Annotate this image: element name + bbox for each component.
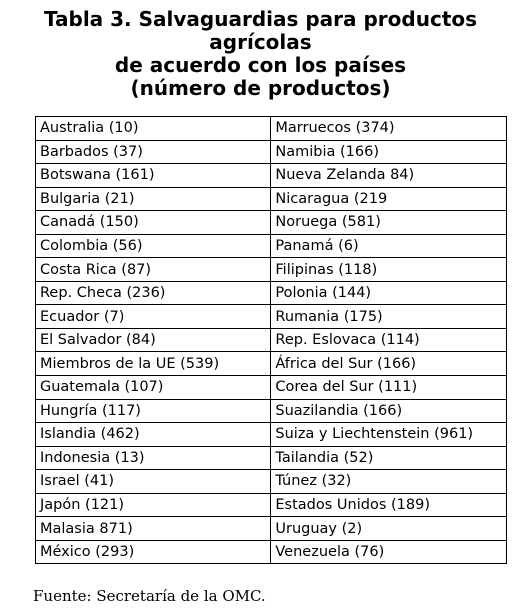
country-cell-right: Noruega (581)	[271, 211, 507, 235]
country-cell-left: Australia (10)	[36, 117, 271, 141]
country-cell-right: Uruguay (2)	[271, 517, 507, 541]
table-row	[36, 281, 507, 305]
table-row	[36, 211, 507, 235]
table-row	[36, 258, 507, 282]
country-cell-left: Miembros de la UE (539)	[36, 352, 271, 376]
country-cell-right: Venezuela (76)	[271, 540, 507, 564]
country-cell-right: Estados Unidos (189)	[271, 493, 507, 517]
table-row	[36, 305, 507, 329]
country-cell-right: Nueva Zelanda 84)	[271, 164, 507, 188]
country-cell-right: Polonia (144)	[271, 281, 507, 305]
country-cell-left: Malasia 871)	[36, 517, 271, 541]
table-row	[36, 517, 507, 541]
country-cell-left: Indonesia (13)	[36, 446, 271, 470]
country-cell-left: Hungría (117)	[36, 399, 271, 423]
title-line-1: Tabla 3. Salvaguardias para productos agrícolas	[43, 7, 478, 54]
title-line-2: de acuerdo con los países	[114, 53, 407, 77]
country-cell-left: Ecuador (7)	[36, 305, 271, 329]
table-title	[0, 8, 521, 100]
country-cell-right: Corea del Sur (111)	[271, 376, 507, 400]
safeguards-table	[35, 116, 507, 564]
country-cell-right: Túnez (32)	[271, 470, 507, 494]
country-cell-left: Canadá (150)	[36, 211, 271, 235]
table-row	[36, 493, 507, 517]
country-cell-right: África del Sur (166)	[271, 352, 507, 376]
table-row	[36, 187, 507, 211]
country-cell-left: México (293)	[36, 540, 271, 564]
table-row	[36, 376, 507, 400]
source-note: Fuente: Secretaría de la OMC.	[33, 587, 266, 605]
country-cell-left: Israel (41)	[36, 470, 271, 494]
title-line-3: (número de productos)	[130, 76, 391, 100]
country-cell-right: Rumania (175)	[271, 305, 507, 329]
country-cell-left: Islandia (462)	[36, 423, 271, 447]
country-cell-left: Botswana (161)	[36, 164, 271, 188]
country-cell-left: Costa Rica (87)	[36, 258, 271, 282]
country-cell-left: El Salvador (84)	[36, 328, 271, 352]
country-cell-left: Bulgaria (21)	[36, 187, 271, 211]
country-cell-right: Marruecos (374)	[271, 117, 507, 141]
country-cell-right: Nicaragua (219	[271, 187, 507, 211]
table-row	[36, 540, 507, 564]
table-row	[36, 352, 507, 376]
country-cell-right: Panamá (6)	[271, 234, 507, 258]
country-cell-left: Colombia (56)	[36, 234, 271, 258]
table-row	[36, 140, 507, 164]
table-row	[36, 234, 507, 258]
country-cell-left: Japón (121)	[36, 493, 271, 517]
table-row	[36, 423, 507, 447]
country-cell-right: Tailandia (52)	[271, 446, 507, 470]
table-row	[36, 117, 507, 141]
country-cell-right: Namibia (166)	[271, 140, 507, 164]
table-row	[36, 164, 507, 188]
table-row	[36, 399, 507, 423]
country-cell-left: Guatemala (107)	[36, 376, 271, 400]
table-row	[36, 446, 507, 470]
country-cell-right: Filipinas (118)	[271, 258, 507, 282]
table-row	[36, 328, 507, 352]
country-cell-left: Rep. Checa (236)	[36, 281, 271, 305]
country-cell-right: Rep. Eslovaca (114)	[271, 328, 507, 352]
country-cell-left: Barbados (37)	[36, 140, 271, 164]
country-cell-right: Suiza y Liechtenstein (961)	[271, 423, 507, 447]
country-cell-right: Suazilandia (166)	[271, 399, 507, 423]
table-body	[36, 117, 507, 564]
table-row	[36, 470, 507, 494]
